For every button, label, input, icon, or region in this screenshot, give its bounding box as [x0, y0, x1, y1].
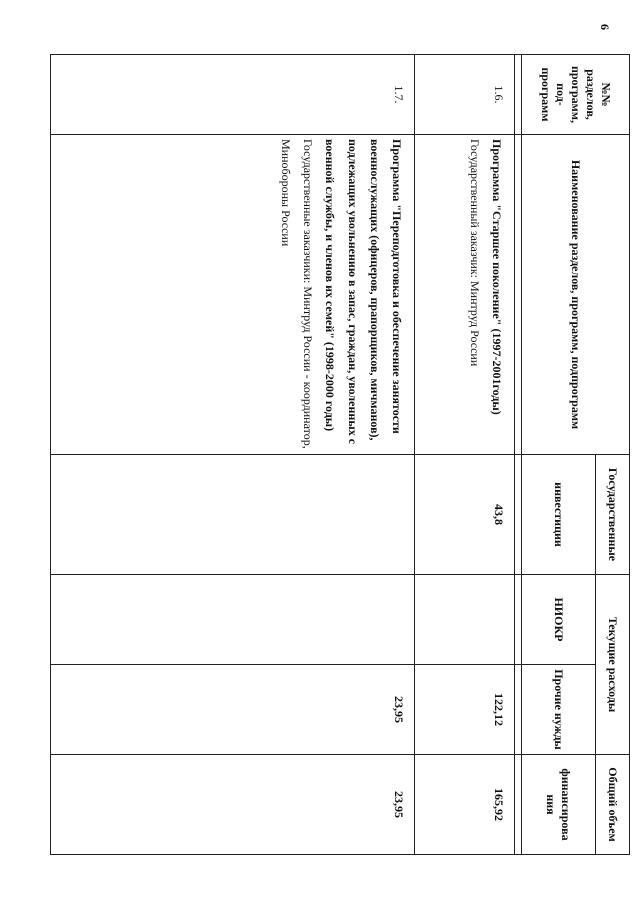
table-row: [415, 55, 515, 855]
row-other: 23,95: [51, 665, 415, 755]
table-row: [51, 55, 415, 855]
rotated-page: [50, 54, 630, 854]
program-title: Программа "Старшее поколение" (1997-2001годы): [490, 139, 504, 415]
program-customer: Государственный заказчик: Минтруд России: [467, 139, 482, 367]
row-investments: [51, 455, 415, 575]
program-title: Программа "Переподготовка и обеспечение занятости военнослужащих (офицеров, прапорщиков, мичманов), подлежащих увольнению в запас, граждан, уволенных с военной службы, и членов их семей" (1998-2000 годы): [323, 139, 404, 445]
budget-table: [50, 54, 630, 855]
page-number: 6: [598, 24, 612, 30]
row-other: 122,12: [415, 665, 515, 755]
row-total: 165,92: [415, 755, 515, 855]
header-current-expenses: Текущие расходы: [596, 575, 630, 755]
header-name: Наименование разделов, программ, подпрограмм: [522, 135, 630, 455]
header-other-needs: Прочие нужды: [522, 665, 596, 755]
row-name: [415, 135, 515, 455]
row-total: 23,95: [51, 755, 415, 855]
header-number: №№ разделов, программ, под- программ: [522, 55, 630, 135]
header-niokr: НИОКР: [522, 575, 596, 665]
row-index: 1.7.: [51, 55, 415, 135]
header-total-bottom: финансирова ния: [522, 755, 596, 855]
header-gov-invest-top: Государственные: [596, 455, 630, 575]
program-customer: Государственные заказчики: Минтруд России - координатор, Минобороны России: [279, 139, 316, 449]
row-niokr: [415, 575, 515, 665]
row-name: [51, 135, 415, 455]
row-index: 1.6.: [415, 55, 515, 135]
row-investments: 43,8: [415, 455, 515, 575]
row-niokr: [51, 575, 415, 665]
header-total-top: Общий объем: [596, 755, 630, 855]
header-gov-invest-bottom: инвестиции: [522, 455, 596, 575]
